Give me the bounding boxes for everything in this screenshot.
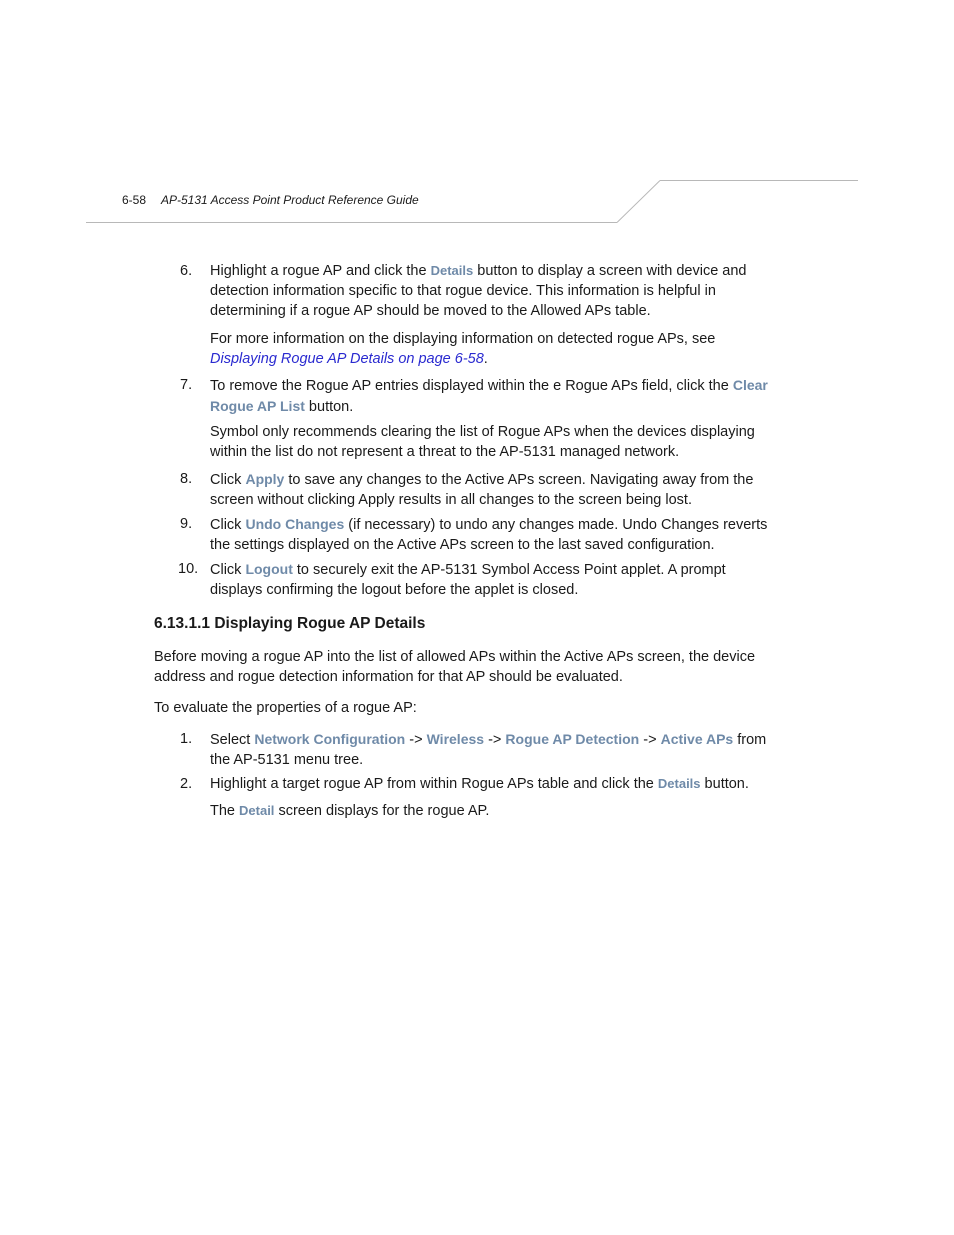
note-paragraph: For more information on the displaying information on detected rogue APs, see Displaying Rogue AP Details on page 6-58.	[210, 331, 716, 367]
details-button-ref: Details	[657, 776, 701, 791]
logout-ref: Logout	[245, 561, 293, 577]
network-configuration-ref: Network Configuration	[254, 731, 406, 747]
note-paragraph: The Detail screen displays for the rogue AP.	[210, 803, 490, 819]
apply-ref: Apply	[245, 471, 285, 487]
page-number: 6-58	[122, 193, 147, 207]
cross-reference-link[interactable]: Displaying Rogue AP Details on page 6-58	[210, 351, 484, 367]
undo-changes-ref: Undo Changes	[245, 516, 345, 532]
step-number: 9.	[180, 516, 193, 532]
details-button-ref: Details	[430, 263, 474, 278]
step-text: Click Apply to save any changes to the Active APs screen. Navigating away from the screen without clicking Apply results in all changes to the screen being lost.	[210, 471, 754, 508]
note-paragraph: Symbol only recommends clearing the list of Rogue APs when the devices displaying within the list do not represent a threat to the AP-5131 managed network.	[210, 424, 755, 460]
section-heading: 6.13.1.1 Displaying Rogue AP Details	[154, 615, 426, 632]
book-title: AP-5131 Access Point Product Reference Guide	[161, 193, 419, 207]
step-text: Select Network Configuration -> Wireless -> Rogue AP Detection -> Active APs from the AP-5131 menu tree.	[210, 731, 767, 768]
active-aps-ref: Active APs	[660, 731, 734, 747]
clear-rogue-ap-list-ref: Clear Rogue AP List	[210, 377, 768, 414]
rogue-ap-detection-ref: Rogue AP Detection	[505, 731, 640, 747]
step-number: 8.	[180, 471, 193, 487]
lead-paragraph: To evaluate the properties of a rogue AP:	[154, 700, 417, 716]
step-text: Click Undo Changes (if necessary) to undo any changes made. Undo Changes reverts the settings displayed on the Active APs screen to the last saved configuration.	[210, 516, 768, 553]
wireless-ref: Wireless	[426, 731, 485, 747]
step-text: Click Logout to securely exit the AP-5131 Symbol Access Point applet. A prompt displays confirming the logout before the applet is closed.	[210, 561, 726, 598]
step-number: 1.	[180, 731, 193, 747]
step-text: To remove the Rogue AP entries displayed within the e Rogue APs field, click the Clear Rogue AP List button.	[210, 377, 768, 415]
step-number: 7.	[180, 377, 193, 393]
step-number: 6.	[180, 263, 193, 279]
step-number: 10.	[178, 561, 199, 577]
step-text: Highlight a target rogue AP from within Rogue APs table and click the Details button.	[210, 776, 749, 792]
intro-paragraph: Before moving a rogue AP into the list of allowed APs within the Active APs screen, the device address and rogue detection information for that AP should be evaluated.	[154, 649, 756, 685]
step-text: Highlight a rogue AP and click the Details button to display a screen with device and detection information specific to that rogue device. This information is helpful in determining if a rogue AP should be moved to the Allowed APs table.	[210, 263, 747, 319]
detail-screen-ref: Detail	[239, 803, 275, 818]
step-number: 2.	[180, 776, 193, 792]
